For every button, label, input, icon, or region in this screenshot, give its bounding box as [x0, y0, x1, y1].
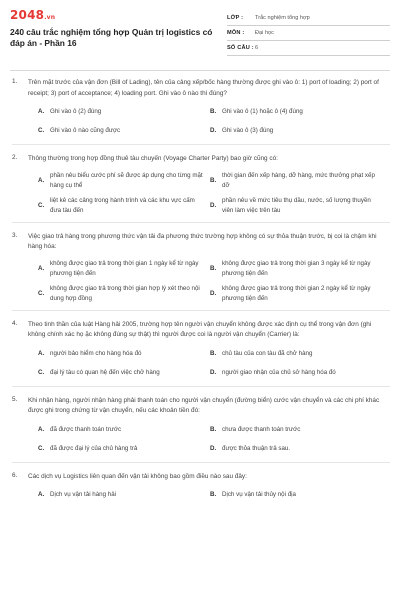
option-text: không được giao trả trong thời gian 3 ngày kể từ ngày phương tiện đến: [222, 259, 371, 277]
question-number: 5.: [12, 395, 18, 403]
question-separator: [12, 462, 390, 463]
meta-row-count: [227, 41, 390, 56]
option-d[interactable]: [210, 366, 382, 380]
option-c[interactable]: [38, 124, 210, 138]
logo-main: 2048: [10, 8, 45, 22]
option-b[interactable]: [210, 423, 382, 437]
option-text: Ghi vào ô (1) hoặc ô (4) đúng: [222, 108, 303, 115]
option-c[interactable]: [38, 442, 210, 456]
option-text: không được giao trả trong thời gian 2 ngày kể từ ngày phương tiện đến: [222, 284, 371, 302]
option-a[interactable]: [38, 171, 210, 191]
question-text: Việc giao trả hàng trong phương thức vận tải đa phương thức trường hợp không có sự thỏa thuận trước, bị coi là chậm khi hàng hóa:: [28, 232, 377, 250]
option-a[interactable]: [38, 488, 210, 502]
option-text: đã được đại lý của chủ hàng trả: [50, 444, 138, 452]
options: [38, 259, 383, 309]
question-number: 6.: [12, 471, 18, 479]
logo-ext: .vn: [44, 14, 56, 21]
question-number: 1.: [12, 78, 18, 85]
meta-value: Đại học: [255, 30, 274, 36]
question-3: [0, 232, 400, 311]
option-letter: A.: [38, 491, 45, 498]
option-letter: A.: [38, 176, 45, 184]
option-letter: D.: [210, 444, 217, 452]
option-letter: B.: [210, 349, 217, 357]
option-letter: C.: [38, 201, 45, 209]
question-separator: [12, 222, 390, 223]
question-number: 3.: [12, 231, 18, 239]
option-d[interactable]: [210, 196, 382, 216]
question-separator: [12, 386, 390, 387]
site-logo[interactable]: [10, 8, 55, 22]
option-b[interactable]: [210, 259, 382, 279]
meta-value: Trắc nghiệm tổng hợp: [255, 15, 310, 21]
option-text: đã được thanh toán trước: [50, 425, 122, 433]
question-number: 2.: [12, 154, 18, 161]
option-letter: D.: [210, 201, 217, 209]
question-separator: [12, 144, 390, 145]
options: [38, 423, 383, 461]
option-letter: D.: [210, 127, 217, 134]
option-text: chủ tàu của con tàu đã chở hàng: [222, 349, 313, 357]
option-letter: B.: [210, 491, 217, 498]
option-letter: A.: [38, 264, 45, 272]
option-letter: B.: [210, 108, 217, 115]
question-text: Trên mặt trước của vận đơn (Bill of Lading), tên của cảng xếp/bốc hàng thường được ghi vào ô: 1) port of loading; 2) port of receipt; 3) port of acceptance; 4) loading port. Ghi vào ô nào thì đúng?: [28, 79, 379, 97]
option-text: không được giao trả trong thời gian hợp lý xét theo nội dung hợp đồng: [50, 284, 200, 302]
option-text: người bảo hiểm cho hàng hóa đó: [50, 349, 142, 357]
options: [38, 105, 383, 143]
document-meta: [227, 11, 390, 56]
option-text: Dịch vụ vận tải hàng hải: [50, 491, 117, 498]
header-divider: [10, 70, 390, 71]
options: [38, 347, 383, 385]
option-letter: B.: [210, 264, 217, 272]
question-text: Theo tinh thần của luật Hàng hải 2005, trường hợp tên người vận chuyển không được xác định cụ thể trong vận đơn (ghi không chính xác họ ặc không đúng sự thật) thì người được coi là người vận chuyển (Carrier) là:: [28, 320, 372, 338]
option-c[interactable]: [38, 196, 210, 216]
option-text: không được giao trả trong thời gian 1 ngày kể từ ngày phương tiện đến: [50, 259, 199, 277]
option-letter: A.: [38, 349, 45, 357]
option-a[interactable]: [38, 259, 210, 279]
option-b[interactable]: [210, 347, 382, 361]
option-d[interactable]: [210, 124, 382, 138]
option-text: người giao nhận của chủ sở hàng hóa đó: [222, 368, 336, 376]
question-1: [0, 78, 400, 145]
option-d[interactable]: [210, 284, 382, 304]
page-header: [0, 0, 400, 66]
document-title: 240 câu trắc nghiệm tổng hợp Quản trị logistics có đáp án - Phần 16: [10, 27, 213, 48]
option-c[interactable]: [38, 284, 210, 304]
option-text: Ghi vào ô (2) đúng: [50, 108, 102, 115]
option-b[interactable]: [210, 171, 382, 191]
option-text: Ghi vào ô nào cũng được: [50, 127, 121, 134]
option-text: Dịch vụ vận tải thủy nội địa: [222, 491, 296, 498]
meta-key: SỐ CÂU :: [227, 45, 254, 51]
option-text: Ghi vào ô (3) đúng: [222, 127, 274, 134]
question-2: [0, 154, 400, 223]
question-text: Khi nhận hàng, người nhận hàng phải thanh toán cho người vận chuyển (đường biển) cước vận chuyển và các chi phí khác được ghi trong chứng từ vận chuyển, nếu các khoản tiền đó:: [28, 396, 380, 414]
option-letter: B.: [210, 425, 217, 433]
meta-key: LỚP :: [227, 15, 244, 21]
option-text: thời gian đến xếp hàng, dỡ hàng, mức thưởng phạt xếp dỡ: [222, 171, 375, 189]
option-b[interactable]: [210, 105, 382, 119]
option-letter: C.: [38, 368, 45, 376]
options: [38, 488, 383, 507]
option-text: chưa được thanh toán trước: [222, 425, 301, 433]
question-4: [0, 320, 400, 387]
meta-key: MÔN :: [227, 30, 245, 36]
question-text: Thông thường trong hợp đồng thuê tàu chuyến (Voyage Charter Party) bao giờ cũng có:: [28, 155, 278, 162]
option-letter: C.: [38, 127, 45, 134]
question-text: Các dịch vụ Logistics liên quan đến vận tải không bao gồm điều nào sau đây:: [28, 472, 247, 480]
option-letter: D.: [210, 289, 217, 297]
option-text: phần nêu về mức tiêu thụ dầu, nước, số lượng thuyền viên làm việc trên tàu: [222, 196, 371, 214]
option-letter: A.: [38, 108, 45, 115]
option-letter: C.: [38, 289, 45, 297]
option-a[interactable]: [38, 423, 210, 437]
option-text: phần nêu biểu cước phí sẽ được áp dụng cho từng mặt hàng cụ thể: [50, 171, 203, 189]
option-letter: C.: [38, 444, 45, 452]
question-number: 4.: [12, 319, 18, 327]
option-c[interactable]: [38, 366, 210, 380]
option-b[interactable]: [210, 488, 382, 502]
option-letter: D.: [210, 368, 217, 376]
question-5: [0, 396, 400, 463]
option-text: liệt kê các cảng trong hành trình và các khu vực cấm đưa tàu đến: [50, 196, 195, 214]
options: [38, 171, 383, 221]
option-d[interactable]: [210, 442, 382, 456]
question-separator: [12, 310, 390, 311]
meta-value: 6: [255, 45, 259, 51]
option-a[interactable]: [38, 105, 210, 119]
question-list: [0, 78, 400, 516]
meta-row-class: [227, 11, 390, 26]
option-text: đại lý tàu có quan hệ đến việc chở hàng: [50, 368, 160, 376]
question-6: [0, 472, 400, 508]
option-letter: A.: [38, 425, 45, 433]
meta-row-subject: [227, 26, 390, 41]
option-text: được thỏa thuận trả sau.: [222, 444, 291, 452]
option-a[interactable]: [38, 347, 210, 361]
option-letter: B.: [210, 176, 217, 184]
